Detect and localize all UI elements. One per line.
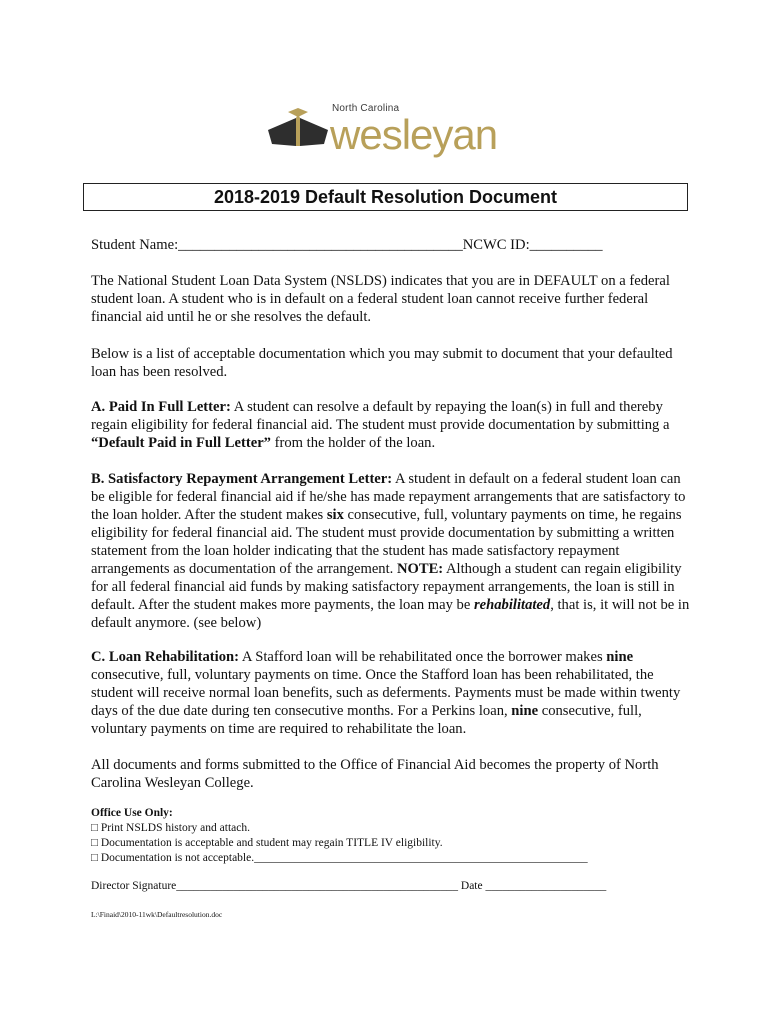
ncwc-id-field[interactable]: __________ — [529, 237, 603, 253]
section-b-heading: B. Satisfactory Repayment Arrangement Letter: — [91, 471, 393, 487]
list-intro-paragraph: Below is a list of acceptable documentation which you may submit to document that your defaulted loan has been resolved. — [91, 346, 673, 380]
office-use-checkbox-3[interactable]: □ Documentation is not acceptable.__________________________________________________________ — [91, 852, 588, 864]
signature-row — [91, 879, 691, 894]
logo-main-text: wesleyan — [330, 111, 498, 158]
section-a: A. Paid In Full Letter: A student can resolve a default by repaying the loan(s) in full and thereby regain eligibility for federal financial aid. The student must provide documentation by submitting a “Default Paid in Full Letter” from the holder of the loan. — [91, 399, 670, 451]
ncwc-id-label: NCWC ID: — [462, 237, 530, 253]
student-name-label: Student Name: — [91, 237, 179, 253]
section-c-heading: C. Loan Rehabilitation: — [91, 649, 239, 665]
section-b: B. Satisfactory Repayment Arrangement Letter: A student in default on a federal student loan can be eligible for federal financial aid if he/she has made repayment arrangements that are satisfactory to the loan holder. After the student makes six consecutive, full, voluntary payments on time, he regains eligibility for federal financial aid. The student must provide documentation by submitting a written statement from the loan holder indicating that the student has made satisfactory repayment arrangements as documentation of the arrangement. NOTE: Although a student can regain eligibility for all federal financial aid funds by making satisfactory repayment arrangements, the loan is still in default. After the student makes more payments, the loan may be rehabilitated, that is, it will not be in default anymore. (see below) — [91, 471, 690, 631]
book-icon — [266, 108, 330, 152]
office-use-checkbox-2[interactable]: □ Documentation is acceptable and student may regain TITLE IV eligibility. — [91, 837, 443, 849]
office-use-checkbox-1[interactable]: □ Print NSLDS history and attach. — [91, 822, 250, 834]
director-signature-field[interactable]: _________________________________________________ — [176, 880, 459, 892]
date-label: Date — [458, 880, 486, 892]
director-signature-label: Director Signature — [91, 880, 177, 892]
intro-paragraph: The National Student Loan Data System (NSLDS) indicates that you are in DEFAULT on a federal student loan. A student who is in default on a federal student loan cannot receive further federal financial aid until he or she resolves the default. — [91, 273, 670, 325]
student-info-row — [91, 236, 691, 254]
student-name-field[interactable]: _______________________________________ — [178, 237, 463, 253]
logo-top-text: North Carolina — [332, 103, 400, 114]
section-c: C. Loan Rehabilitation: A Stafford loan will be rehabilitated once the borrower makes nine consecutive, full, voluntary payments on time. Once the Stafford loan has been rehabilitated, the student will receive normal loan benefits, such as deferments. Payments must be made within twenty days of the due date during ten consecutive months. For a Perkins loan, nine consecutive, full, voluntary payments on time are required to rehabilitate the loan. — [91, 649, 681, 737]
section-a-heading: A. Paid In Full Letter: — [91, 399, 231, 415]
college-logo — [266, 96, 506, 166]
office-use-heading: Office Use Only: — [91, 807, 173, 819]
property-note: All documents and forms submitted to the Office of Financial Aid becomes the property of North Carolina Wesleyan College. — [91, 757, 659, 791]
date-field[interactable]: _____________________ — [485, 880, 607, 892]
footer-file-path: L:\Finaid\2010-11wk\Defaultresolution.doc — [91, 910, 223, 919]
document-title-box — [83, 183, 688, 211]
document-title: 2018-2019 Default Resolution Document — [213, 187, 558, 207]
